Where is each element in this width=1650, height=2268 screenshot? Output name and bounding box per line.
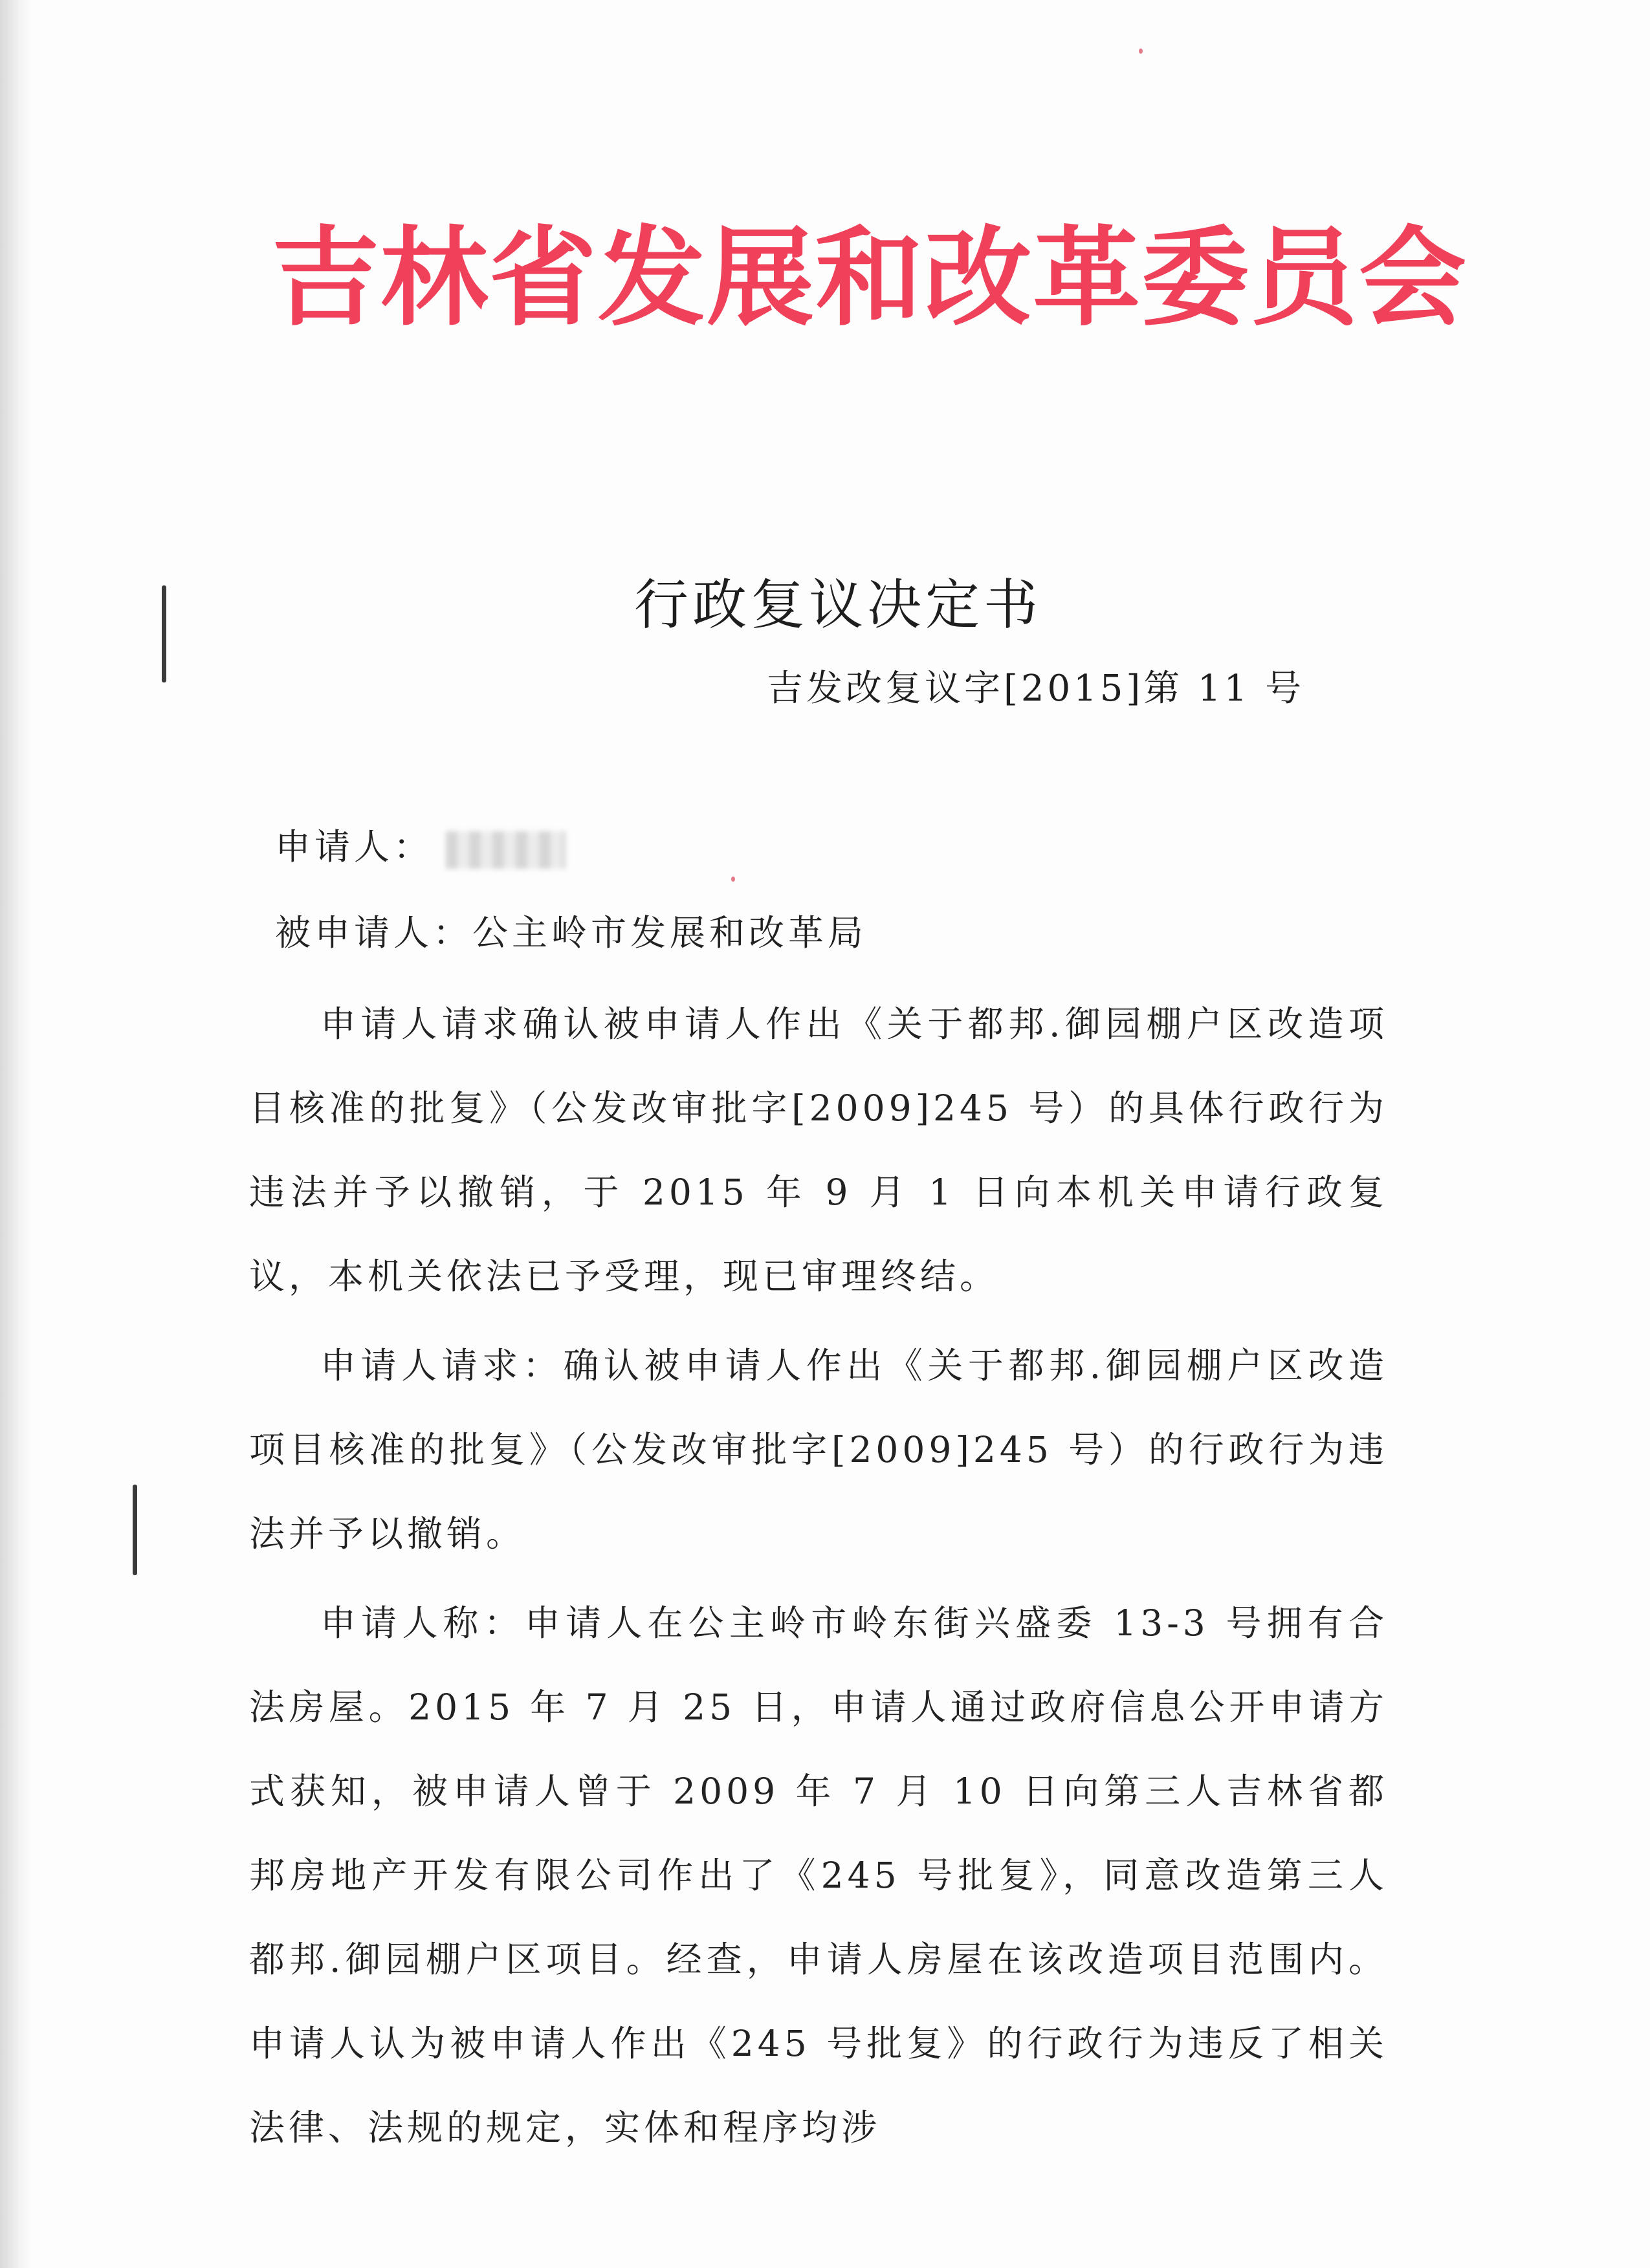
applicant-line	[275, 818, 566, 869]
applicant-label: 申请人：	[275, 826, 434, 867]
scan-edge-shadow	[0, 0, 32, 2268]
scan-speck	[1139, 49, 1143, 54]
document-number: 吉发改复议字[2015]第 11 号	[767, 668, 1305, 710]
body-paragraph: 申请人请求确认被申请人作出《关于都邦.御园棚户区改造项目核准的批复》（公发改审批字[2009]245 号）的具体行政行为违法并予以撤销，于 2015 年 9 月 1 日向本机关申请行政复议，本机关依法已予受理，现已审理终结。	[249, 1003, 1388, 1297]
body-paragraph: 申请人称：申请人在公主岭市岭东街兴盛委 13-3 号拥有合法房屋。2015 年 7 月 25 日，申请人通过政府信息公开申请方式获知，被申请人曾于 2009 年 7 月 10 日向第三人吉林省都邦房地产开发有限公司作出了《245 号批复》，同意改造第三人都邦.御园棚户区项目。经查，申请人房屋在该改造项目范围内。申请人认为被申请人作出《245 号批复》的行政行为违反了相关法律、法规的规定，实体和程序均涉	[249, 1602, 1388, 2148]
binding-staple-mark	[133, 1485, 137, 1575]
body-paragraph: 申请人请求：确认被申请人作出《关于都邦.御园棚户区改造项目核准的批复》（公发改审批字[2009]245 号）的行政行为违法并予以撤销。	[249, 1345, 1388, 1554]
binding-staple-mark	[162, 585, 166, 682]
scan-speck	[731, 877, 735, 882]
decision-body	[249, 982, 1388, 2175]
letterhead-organization: 吉林省发展和改革委员会	[272, 216, 1468, 341]
respondent-name: 公主岭市发展和改革局	[472, 912, 868, 954]
document-title: 行政复议决定书	[634, 573, 1042, 637]
respondent-label: 被申请人：	[275, 912, 473, 954]
respondent-line	[275, 904, 867, 955]
redacted-applicant-name	[446, 831, 566, 869]
